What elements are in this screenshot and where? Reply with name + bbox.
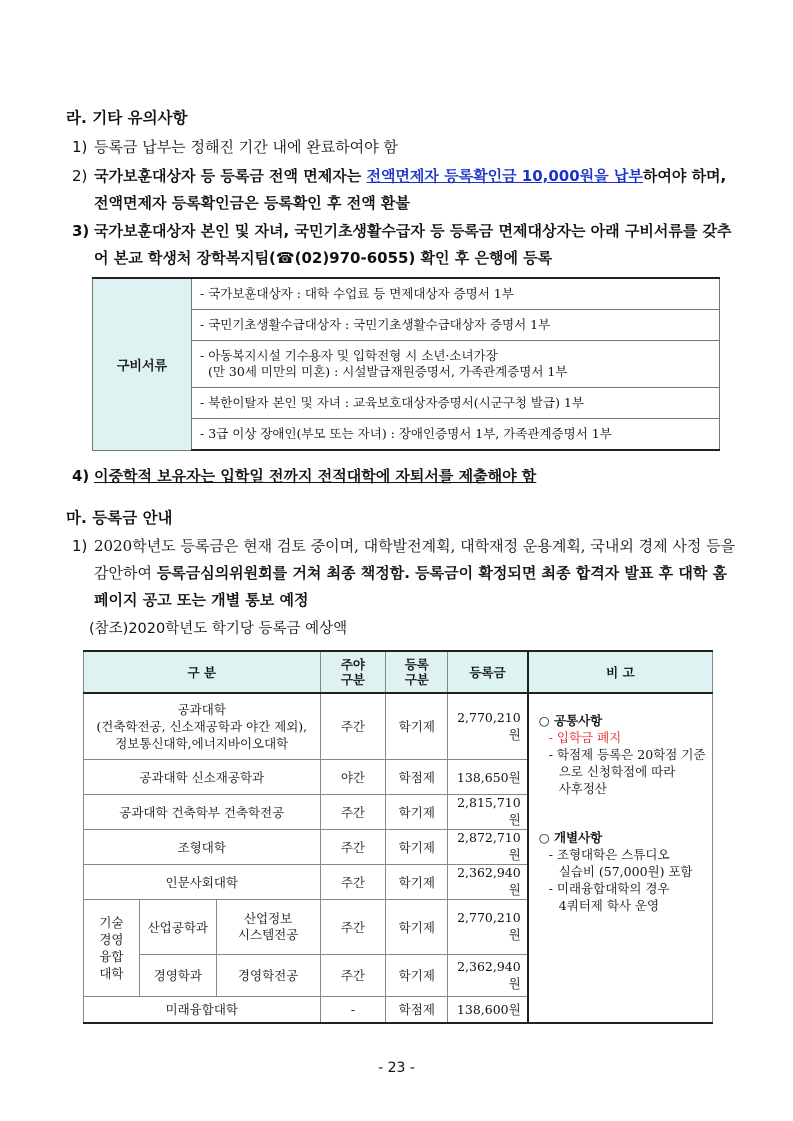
item-text-part: 국가보훈대상자 등 등록금 전액 면제자는 — [94, 167, 367, 185]
note-line: 4쿼터제 학사 운영 — [558, 898, 660, 913]
table-caption: (참조)2020학년도 학기당 등록금 예상액 — [89, 621, 348, 637]
docs-label: 구비서류 — [93, 278, 192, 450]
header-note: 비 고 — [528, 651, 713, 693]
row-daynight: 주간 — [320, 693, 386, 759]
note-individual-title: ○ 개별사항 — [538, 830, 603, 845]
row-college: 인문사회대학 — [84, 864, 321, 899]
ra-item-4 — [72, 463, 740, 490]
row-fee: 2,770,210원 — [448, 693, 528, 759]
row-regtype: 학점제 — [386, 759, 448, 794]
row-college: 공과대학 신소재공학과 — [84, 759, 321, 794]
ra-item-2 — [72, 163, 740, 217]
docs-row-line: - 아동복지시설 기수용자 및 입학전형 시 소년·소녀가장 — [200, 348, 498, 363]
docs-row: - 국가보훈대상자 : 대학 수업료 등 면제대상자 증명서 1부 — [192, 278, 720, 310]
docs-row: - 3급 이상 장애인(부모 또는 자녀) : 장애인증명서 1부, 가족관계증명서 1부 — [192, 419, 720, 451]
item-text-part: 2020학년도 등록금은 현재 검토 중이며, 대학발전계획, 대학재정 운용계획, 국내외 경제 사정 등을 감안하여 — [94, 537, 736, 582]
row-college: 미래융합대학 — [84, 996, 321, 1023]
note-line: - 미래융합대학의 경우 — [548, 881, 670, 896]
row-fee: 2,815,710원 — [448, 794, 528, 829]
header-division: 구 분 — [84, 651, 321, 693]
row-regtype: 학기제 — [386, 829, 448, 864]
item-number: 1) — [72, 138, 88, 156]
row-daynight: 야간 — [320, 759, 386, 794]
ma-item-1 — [72, 533, 740, 614]
item-text: 등록금 납부는 정해진 기간 내에 완료하여야 함 — [94, 138, 398, 156]
note-line: 으로 신청학점에 따라 — [558, 764, 676, 779]
note-line: - 조형대학은 스튜디오 — [548, 847, 670, 862]
row-regtype: 학기제 — [386, 693, 448, 759]
row-daynight: 주간 — [320, 954, 386, 996]
docs-row — [192, 341, 720, 388]
row-daynight: 주간 — [320, 899, 386, 954]
ra-item-3 — [72, 218, 740, 272]
row-regtype: 학기제 — [386, 864, 448, 899]
row-fee: 138,600원 — [448, 996, 528, 1023]
tuition-fee-table — [83, 650, 713, 1024]
item-number: 2) — [72, 167, 88, 185]
header-daynight: 주야 구분 — [320, 651, 386, 693]
row-fee: 2,872,710원 — [448, 829, 528, 864]
row-daynight: 주간 — [320, 829, 386, 864]
ra-item-1 — [72, 134, 740, 161]
row-department: 산업공학과 — [139, 899, 216, 954]
item-number: 4) — [72, 467, 90, 485]
section-title-ma: 마. 등록금 안내 — [66, 509, 173, 527]
docs-row: - 북한이탈자 본인 및 자녀 : 교육보호대상자증명서(시군구청 발급) 1부 — [192, 388, 720, 419]
item-text — [94, 163, 740, 217]
item-text: 이중학적 보유자는 입학일 전까지 전적대학에 자퇴서를 제출해야 함 — [94, 467, 537, 485]
page-number: - 23 - — [378, 1060, 415, 1076]
row-regtype: 학기제 — [386, 899, 448, 954]
note-line: 사후정산 — [558, 781, 608, 796]
docs-row-line: (만 30세 미만의 미혼) : 시설발급재원증명서, 가족관계증명서 1부 — [208, 364, 568, 379]
note-line: 실습비 (57,000원) 포함 — [558, 864, 693, 879]
header-fee: 등록금 — [448, 651, 528, 693]
row-college-group: 기술 경영 융합 대학 — [84, 899, 140, 996]
item-text-emphasis: 전액면제자 등록확인금 10,000원을 납부 — [366, 167, 643, 185]
note-line: - 입학금 폐지 — [548, 730, 622, 745]
item-number: 3) — [72, 222, 90, 240]
row-daynight: - — [320, 996, 386, 1023]
item-text — [94, 533, 740, 614]
docs-row: - 국민기초생활수급대상자 : 국민기초생활수급대상자 증명서 1부 — [192, 310, 720, 341]
note-common-title: ○ 공통사항 — [538, 713, 603, 728]
row-major: 산업정보 시스템전공 — [216, 899, 320, 954]
item-text-emphasis: 등록금심의위원회를 거쳐 최종 책정함. 등록금이 확정되면 최종 합격자 발표 후 대학 홈페이지 공고 또는 개별 통보 예정 — [94, 564, 728, 609]
row-daynight: 주간 — [320, 794, 386, 829]
item-number: 1) — [72, 537, 88, 555]
row-fee: 2,362,940원 — [448, 954, 528, 996]
row-major: 경영학전공 — [216, 954, 320, 996]
header-regtype: 등록 구분 — [386, 651, 448, 693]
row-college: 공과대학 (건축학전공, 신소재공학과 야간 제외), 정보통신대학,에너지바이오대학 — [84, 693, 321, 759]
section-title-ra: 라. 기타 유의사항 — [66, 109, 188, 127]
row-college: 공과대학 건축학부 건축학전공 — [84, 794, 321, 829]
row-regtype: 학기제 — [386, 794, 448, 829]
row-college: 조형대학 — [84, 829, 321, 864]
item-text: 국가보훈대상자 본인 및 자녀, 국민기초생활수급자 등 등록금 면제대상자는 아래 구비서류를 갖추어 본교 학생처 장학복지팀(☎(02)970-6055) 확인 후 은행에 등록 — [94, 222, 732, 267]
row-fee: 2,770,210원 — [448, 899, 528, 954]
note-cell — [528, 693, 713, 1023]
table-row — [84, 693, 713, 759]
row-daynight: 주간 — [320, 864, 386, 899]
row-department: 경영학과 — [139, 954, 216, 996]
row-fee: 138,650원 — [448, 759, 528, 794]
note-line: - 학점제 등록은 20학점 기준 — [548, 747, 706, 762]
required-documents-table — [92, 277, 720, 451]
row-regtype: 학점제 — [386, 996, 448, 1023]
row-regtype: 학기제 — [386, 954, 448, 996]
item-text-part: 하여야 하며, 전액면제자 등록확인금은 등록확인 후 전액 환불 — [94, 167, 727, 212]
row-fee: 2,362,940원 — [448, 864, 528, 899]
